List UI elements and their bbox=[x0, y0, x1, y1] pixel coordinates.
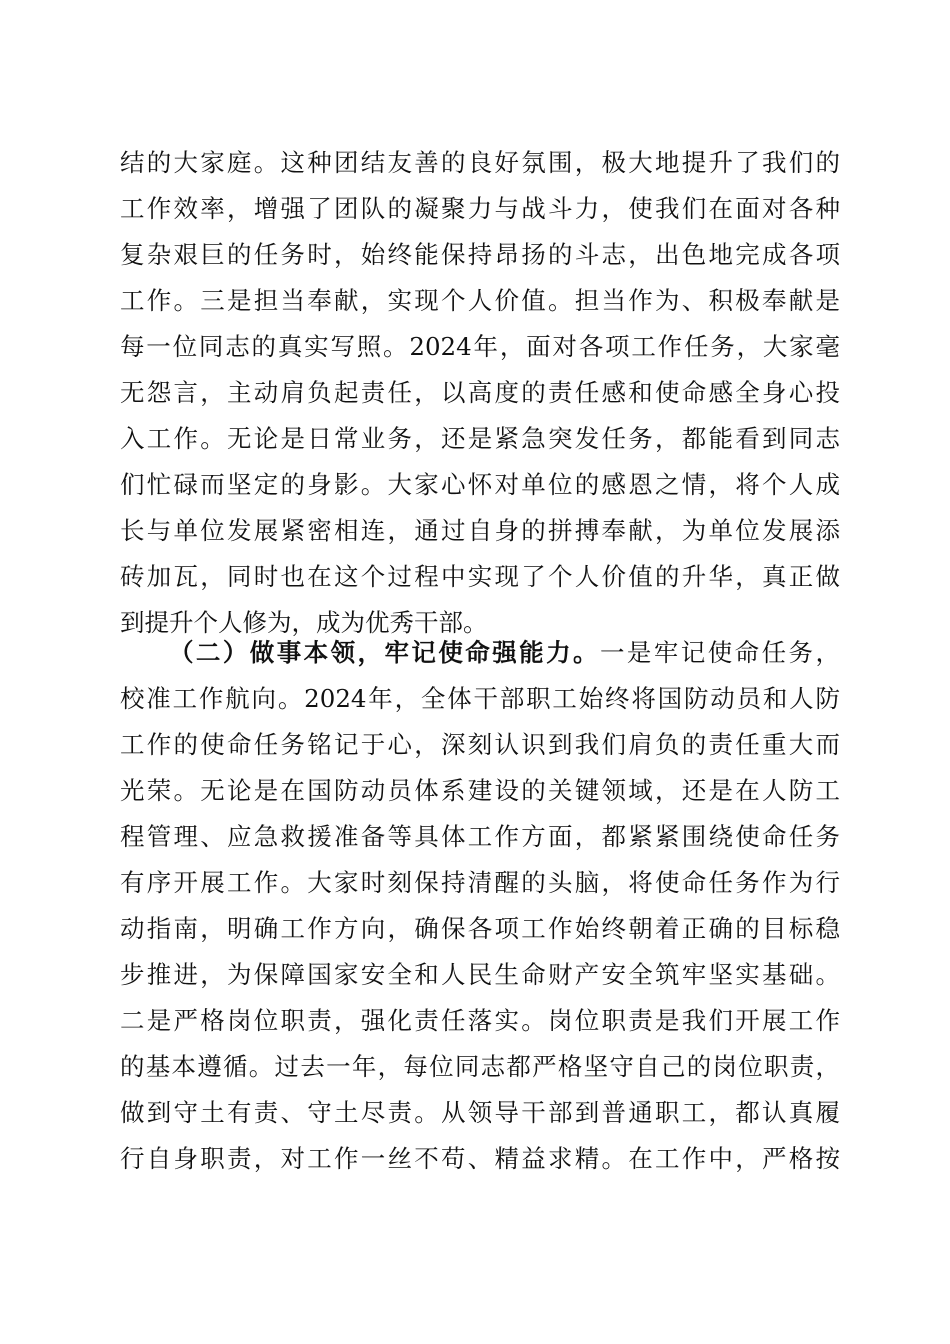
text-line: 结的大家庭。这种团结友善的良好氛围，极大地提升了我们的 bbox=[120, 148, 840, 177]
text-line: 二是严格岗位职责，强化责任落实。岗位职责是我们开展工作 bbox=[120, 1006, 840, 1035]
text-line: 们忙碌而坚定的身影。大家心怀对单位的感恩之情，将个人成 bbox=[120, 470, 840, 499]
text-line: 工作的使命任务铭记于心，深刻认识到我们肩负的责任重大而 bbox=[120, 730, 840, 759]
text-line: 行自身职责，对工作一丝不苟、精益求精。在工作中，严格按 bbox=[120, 1144, 840, 1173]
section-heading-rest: 一是牢记使命任务， bbox=[600, 638, 840, 667]
text-line: 长与单位发展紧密相连，通过自身的拼搏奉献，为单位发展添 bbox=[120, 516, 840, 545]
section-heading-line bbox=[120, 630, 840, 676]
section-two-paragraph bbox=[120, 630, 840, 1182]
text-line: 有序开展工作。大家时刻保持清醒的头脑，将使命任务作为行 bbox=[120, 868, 840, 897]
text-line: 工作效率，增强了团队的凝聚力与战斗力，使我们在面对各种 bbox=[120, 194, 840, 223]
text-line: 无怨言，主动肩负起责任，以高度的责任感和使命感全身心投 bbox=[120, 378, 840, 407]
text-line: 做到守土有责、守土尽责。从领导干部到普通职工，都认真履 bbox=[120, 1098, 840, 1127]
paragraph-continuation bbox=[120, 140, 840, 646]
text-line: 的基本遵循。过去一年，每位同志都严格坚守自己的岗位职责， bbox=[120, 1052, 840, 1081]
text-line: 每一位同志的真实写照。2024年，面对各项工作任务，大家毫 bbox=[120, 332, 840, 361]
text-line: 到提升个人修为，成为优秀干部。 bbox=[120, 608, 488, 637]
text-line: 程管理、应急救援准备等具体工作方面，都紧紧围绕使命任务 bbox=[120, 822, 840, 851]
text-line: 动指南，明确工作方向，确保各项工作始终朝着正确的目标稳 bbox=[120, 914, 840, 943]
text-line: 步推进，为保障国家安全和人民生命财产安全筑牢坚实基础。 bbox=[120, 960, 840, 989]
text-line: 复杂艰巨的任务时，始终能保持昂扬的斗志，出色地完成各项 bbox=[120, 240, 840, 269]
text-line: 入工作。无论是日常业务，还是紧急突发任务，都能看到同志 bbox=[120, 424, 840, 453]
text-line: 工作。三是担当奉献，实现个人价值。担当作为、积极奉献是 bbox=[120, 286, 840, 315]
text-line: 校准工作航向。2024年，全体干部职工始终将国防动员和人防 bbox=[120, 684, 840, 713]
text-line: 光荣。无论是在国防动员体系建设的关键领域，还是在人防工 bbox=[120, 776, 840, 805]
section-heading: （二）做事本领，牢记使命强能力。 bbox=[169, 638, 600, 667]
text-line: 砖加瓦，同时也在这个过程中实现了个人价值的升华，真正做 bbox=[120, 562, 840, 591]
